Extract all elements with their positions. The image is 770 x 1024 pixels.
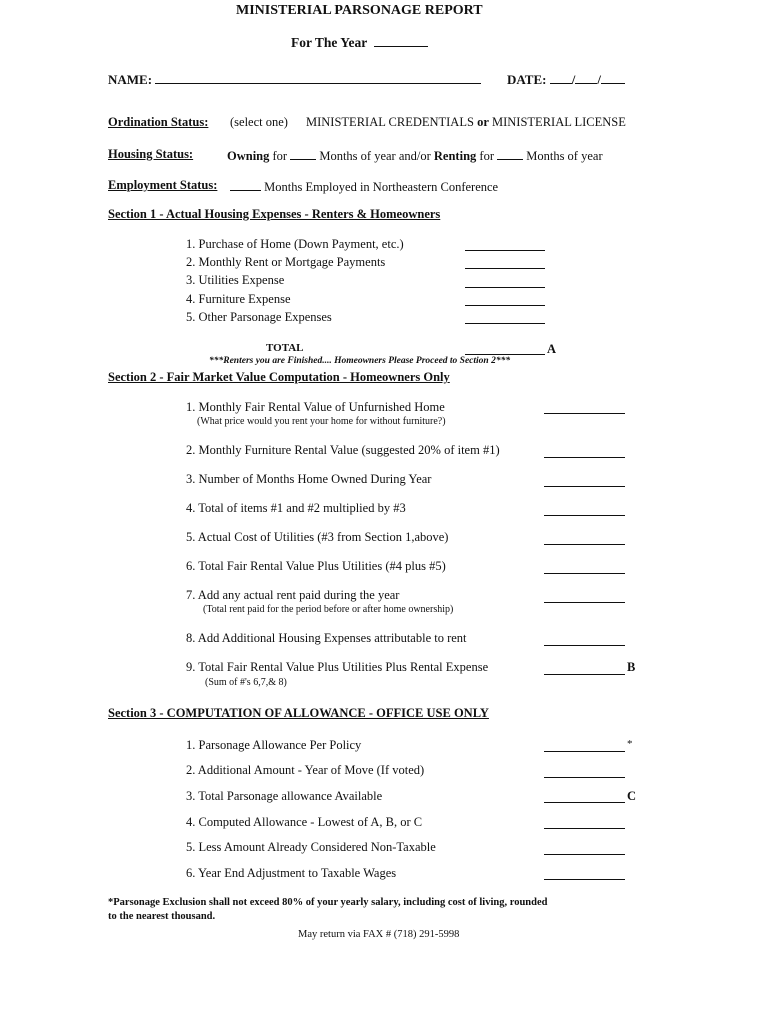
name-row: [108, 71, 481, 88]
s2-item-1-sub: (What price would you rent your home for without furniture?): [197, 416, 446, 427]
owning-months-field[interactable]: [290, 147, 316, 160]
s3-item-6-field[interactable]: [544, 879, 625, 880]
s3-item-4-field[interactable]: [544, 828, 625, 829]
section3-title: Section 3 - COMPUTATION OF ALLOWANCE - OFFICE USE ONLY: [108, 706, 489, 720]
housing-label: Housing Status:: [108, 147, 194, 161]
ordination-options: [306, 115, 626, 130]
ordination-or: or: [477, 115, 489, 129]
section1-title: Section 1 - Actual Housing Expenses - Renters & Homeowners: [108, 207, 441, 221]
housing-row: [227, 147, 603, 164]
s1-item-2-field[interactable]: [465, 268, 545, 269]
housing-end: Months of year: [526, 149, 603, 163]
s2-item-1: 1. Monthly Fair Rental Value of Unfurnished Home: [186, 400, 445, 414]
s1-note: ***Renters you are Finished.... Homeowners Please Proceed to Section 2***: [209, 356, 511, 366]
s3-item-2: 2. Additional Amount - Year of Move (If voted): [186, 763, 425, 777]
s2-item-7-sub: (Total rent paid for the period before or after home ownership): [203, 604, 454, 615]
s1-total-marker: A: [547, 342, 557, 356]
s1-total-field[interactable]: [465, 354, 545, 355]
s3-item-2-field[interactable]: [544, 777, 625, 778]
s1-item-4-field[interactable]: [465, 305, 545, 306]
s1-item-3: 3. Utilities Expense: [186, 273, 285, 287]
for-year-label: [291, 34, 428, 51]
s2-item-6: 6. Total Fair Rental Value Plus Utilities (#4 plus #5): [186, 559, 446, 573]
s3-item-1-field[interactable]: [544, 751, 625, 752]
s3-item-5: 5. Less Amount Already Considered Non-Taxable: [186, 840, 436, 854]
housing-for2: for: [479, 149, 494, 163]
s2-item-2: 2. Monthly Furniture Rental Value (suggested 20% of item #1): [186, 443, 500, 457]
s1-item-4: 4. Furniture Expense: [186, 292, 291, 306]
s2-item-4: 4. Total of items #1 and #2 multiplied by #3: [186, 501, 406, 515]
s2-item-7-field[interactable]: [544, 602, 625, 603]
s2-marker-b: B: [627, 660, 636, 674]
s3-item-4: 4. Computed Allowance - Lowest of A, B, or C: [186, 815, 423, 829]
s1-item-1: 1. Purchase of Home (Down Payment, etc.): [186, 237, 404, 251]
renting-months-field[interactable]: [497, 147, 523, 160]
s2-item-9: 9. Total Fair Rental Value Plus Utilities Plus Rental Expense: [186, 660, 489, 674]
page-title: MINISTERIAL PARSONAGE REPORT: [236, 3, 483, 18]
s2-item-7: 7. Add any actual rent paid during the year: [186, 588, 400, 602]
name-field[interactable]: [155, 71, 481, 84]
s3-item-6: 6. Year End Adjustment to Taxable Wages: [186, 866, 397, 880]
s2-item-1-field[interactable]: [544, 413, 625, 414]
s2-item-4-field[interactable]: [544, 515, 625, 516]
footer-note-line1: *Parsonage Exclusion shall not exceed 80% of your yearly salary, including cost of living, rounded: [108, 897, 548, 908]
housing-owning: Owning: [227, 149, 270, 163]
s1-total-label: TOTAL: [266, 342, 304, 354]
s2-item-8-field[interactable]: [544, 645, 625, 646]
housing-mid: Months of year and/or: [319, 149, 431, 163]
date-label: DATE:: [507, 72, 547, 87]
ordination-option-license[interactable]: MINISTERIAL LICENSE: [492, 115, 626, 129]
s2-item-5-field[interactable]: [544, 544, 625, 545]
s1-item-3-field[interactable]: [465, 287, 545, 288]
s3-item-1: 1. Parsonage Allowance Per Policy: [186, 738, 362, 752]
employment-text: Months Employed in Northeastern Conference: [264, 180, 499, 194]
ordination-option-credentials[interactable]: MINISTERIAL CREDENTIALS: [306, 115, 474, 129]
s2-item-6-field[interactable]: [544, 573, 625, 574]
date-row: DATE: / /: [507, 71, 625, 88]
employment-label: Employment Status:: [108, 178, 218, 192]
s3-marker-c: C: [627, 789, 637, 803]
s1-item-2: 2. Monthly Rent or Mortgage Payments: [186, 255, 386, 269]
housing-renting: Renting: [433, 149, 477, 163]
housing-for1: for: [272, 149, 288, 163]
s2-item-3-field[interactable]: [544, 486, 625, 487]
s3-item-5-field[interactable]: [544, 854, 625, 855]
fax-number: May return via FAX # (718) 291-5998: [298, 929, 460, 940]
employment-months-field[interactable]: [230, 178, 261, 191]
section2-title: Section 2 - Fair Market Value Computation - Homeowners Only: [108, 370, 450, 384]
year-field[interactable]: [374, 34, 428, 47]
s2-item-3: 3. Number of Months Home Owned During Year: [186, 472, 432, 486]
for-year-text: For The Year: [291, 35, 367, 50]
s2-item-8: 8. Add Additional Housing Expenses attributable to rent: [186, 631, 467, 645]
employment-row: [230, 178, 498, 195]
ordination-select-hint: (select one): [230, 115, 288, 129]
s3-marker-star: *: [627, 738, 633, 750]
s2-item-9-sub: (Sum of #'s 6,7,& 8): [205, 677, 287, 688]
name-label: NAME:: [108, 72, 153, 87]
ordination-label: Ordination Status:: [108, 115, 209, 129]
s1-item-1-field[interactable]: [465, 250, 545, 251]
s2-item-2-field[interactable]: [544, 457, 625, 458]
s1-item-5: 5. Other Parsonage Expenses: [186, 310, 332, 324]
s3-item-3: 3. Total Parsonage allowance Available: [186, 789, 383, 803]
footer-note-line2: to the nearest thousand.: [108, 911, 216, 922]
date-year-field[interactable]: [601, 71, 625, 84]
s1-item-5-field[interactable]: [465, 323, 545, 324]
date-day-field[interactable]: [575, 71, 597, 84]
s2-item-5: 5. Actual Cost of Utilities (#3 from Section 1,above): [186, 530, 449, 544]
date-month-field[interactable]: [550, 71, 572, 84]
s2-item-9-field[interactable]: [544, 674, 625, 675]
s3-item-3-field[interactable]: [544, 802, 625, 803]
